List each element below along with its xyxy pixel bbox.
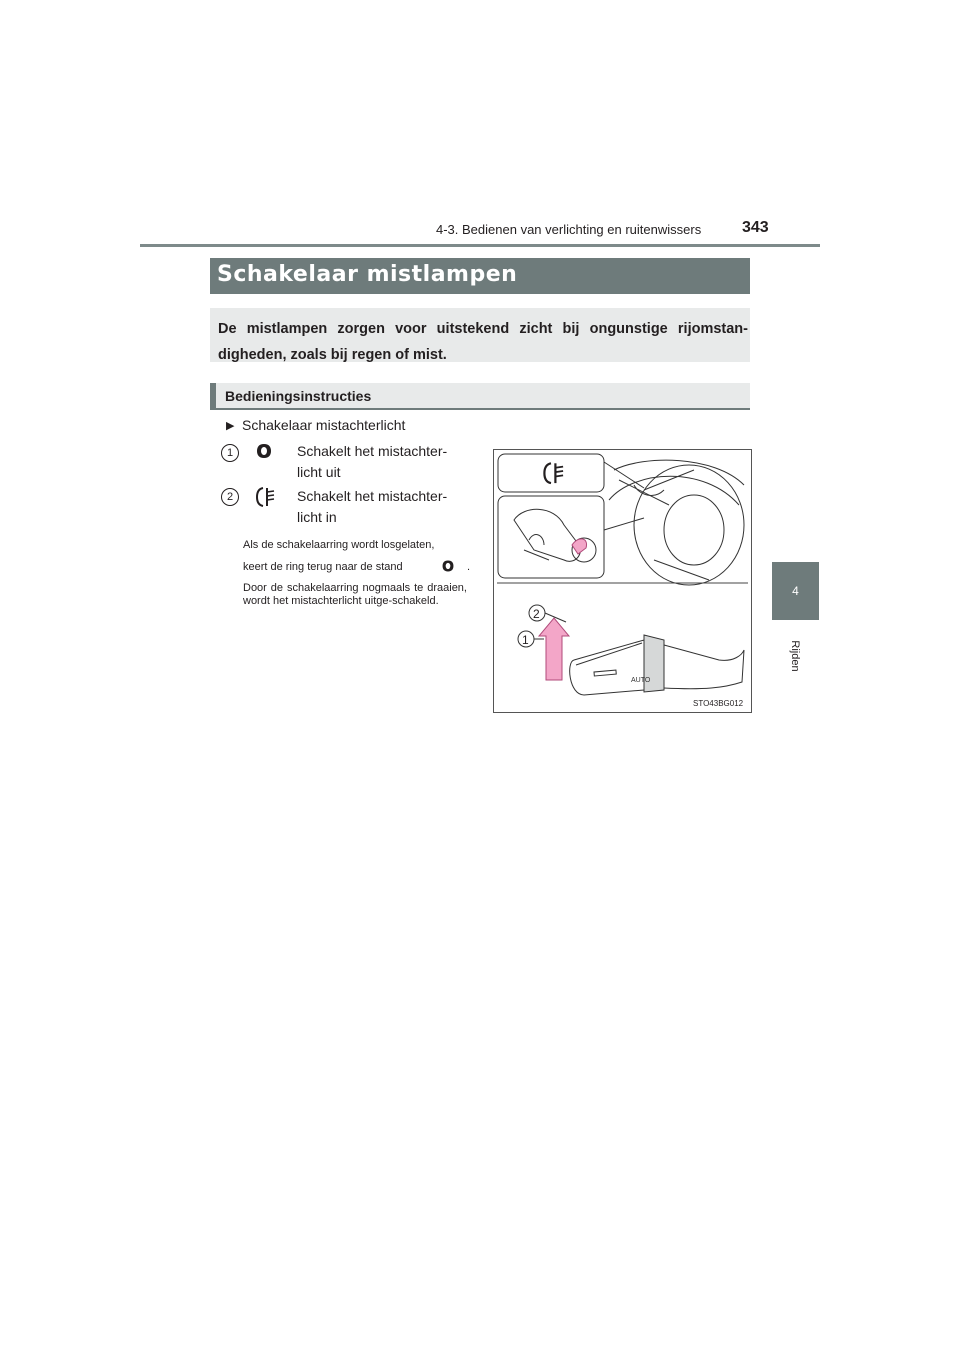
item-number-2: 2 [221, 488, 239, 506]
figure-code: STO43BG012 [693, 699, 744, 708]
item-2-text-line2: licht in [297, 509, 337, 525]
triangle-bullet-icon: ▶ [226, 420, 235, 432]
note-1-line2: keert de ring terug naar de stand [243, 561, 403, 573]
fog-light-off-icon [441, 559, 455, 573]
item-1-text-line2: licht uit [297, 464, 341, 480]
page-number: 343 [742, 219, 769, 236]
rear-fog-light-icon [253, 485, 277, 509]
header-section-title: 4-3. Bedienen van verlichting en ruitenwissers [436, 222, 702, 237]
subheading: Bedieningsinstructies [225, 388, 372, 404]
figure-callout-2: 2 [533, 607, 540, 621]
note-1-line1: Als de schakelaarring wordt losgelaten, [243, 539, 435, 551]
switch-illustration [493, 449, 752, 713]
note-2: Door de schakelaarring nogmaals te draaien, wordt het mistachterlicht uitge-schakeld. [243, 582, 467, 607]
fog-light-off-icon [255, 442, 273, 460]
intro-text: De mistlampen zorgen voor uitstekend zicht bij ongunstige rijomstan-digheden, zoals bij regen of mist. [218, 321, 748, 363]
subheading-rule [210, 408, 750, 410]
item-number-1: 1 [221, 444, 239, 462]
chapter-label: Rijden [789, 640, 801, 672]
item-2-text-line1: Schakelt het mistachter- [297, 488, 448, 504]
figure-callout-1: 1 [522, 633, 529, 647]
chapter-number: 4 [792, 584, 799, 598]
item-1-text-line1: Schakelt het mistachter- [297, 443, 448, 459]
chapter-tab [772, 562, 819, 620]
note-1-end: . [467, 561, 471, 573]
header-rule [140, 244, 820, 247]
page-title: Schakelaar mistlampen [217, 262, 518, 287]
illustration-drawing [494, 450, 751, 712]
subheading-accent [210, 383, 216, 409]
switch-auto-label: AUTO [631, 677, 651, 684]
bullet-text: Schakelaar mistachterlicht [242, 417, 406, 433]
